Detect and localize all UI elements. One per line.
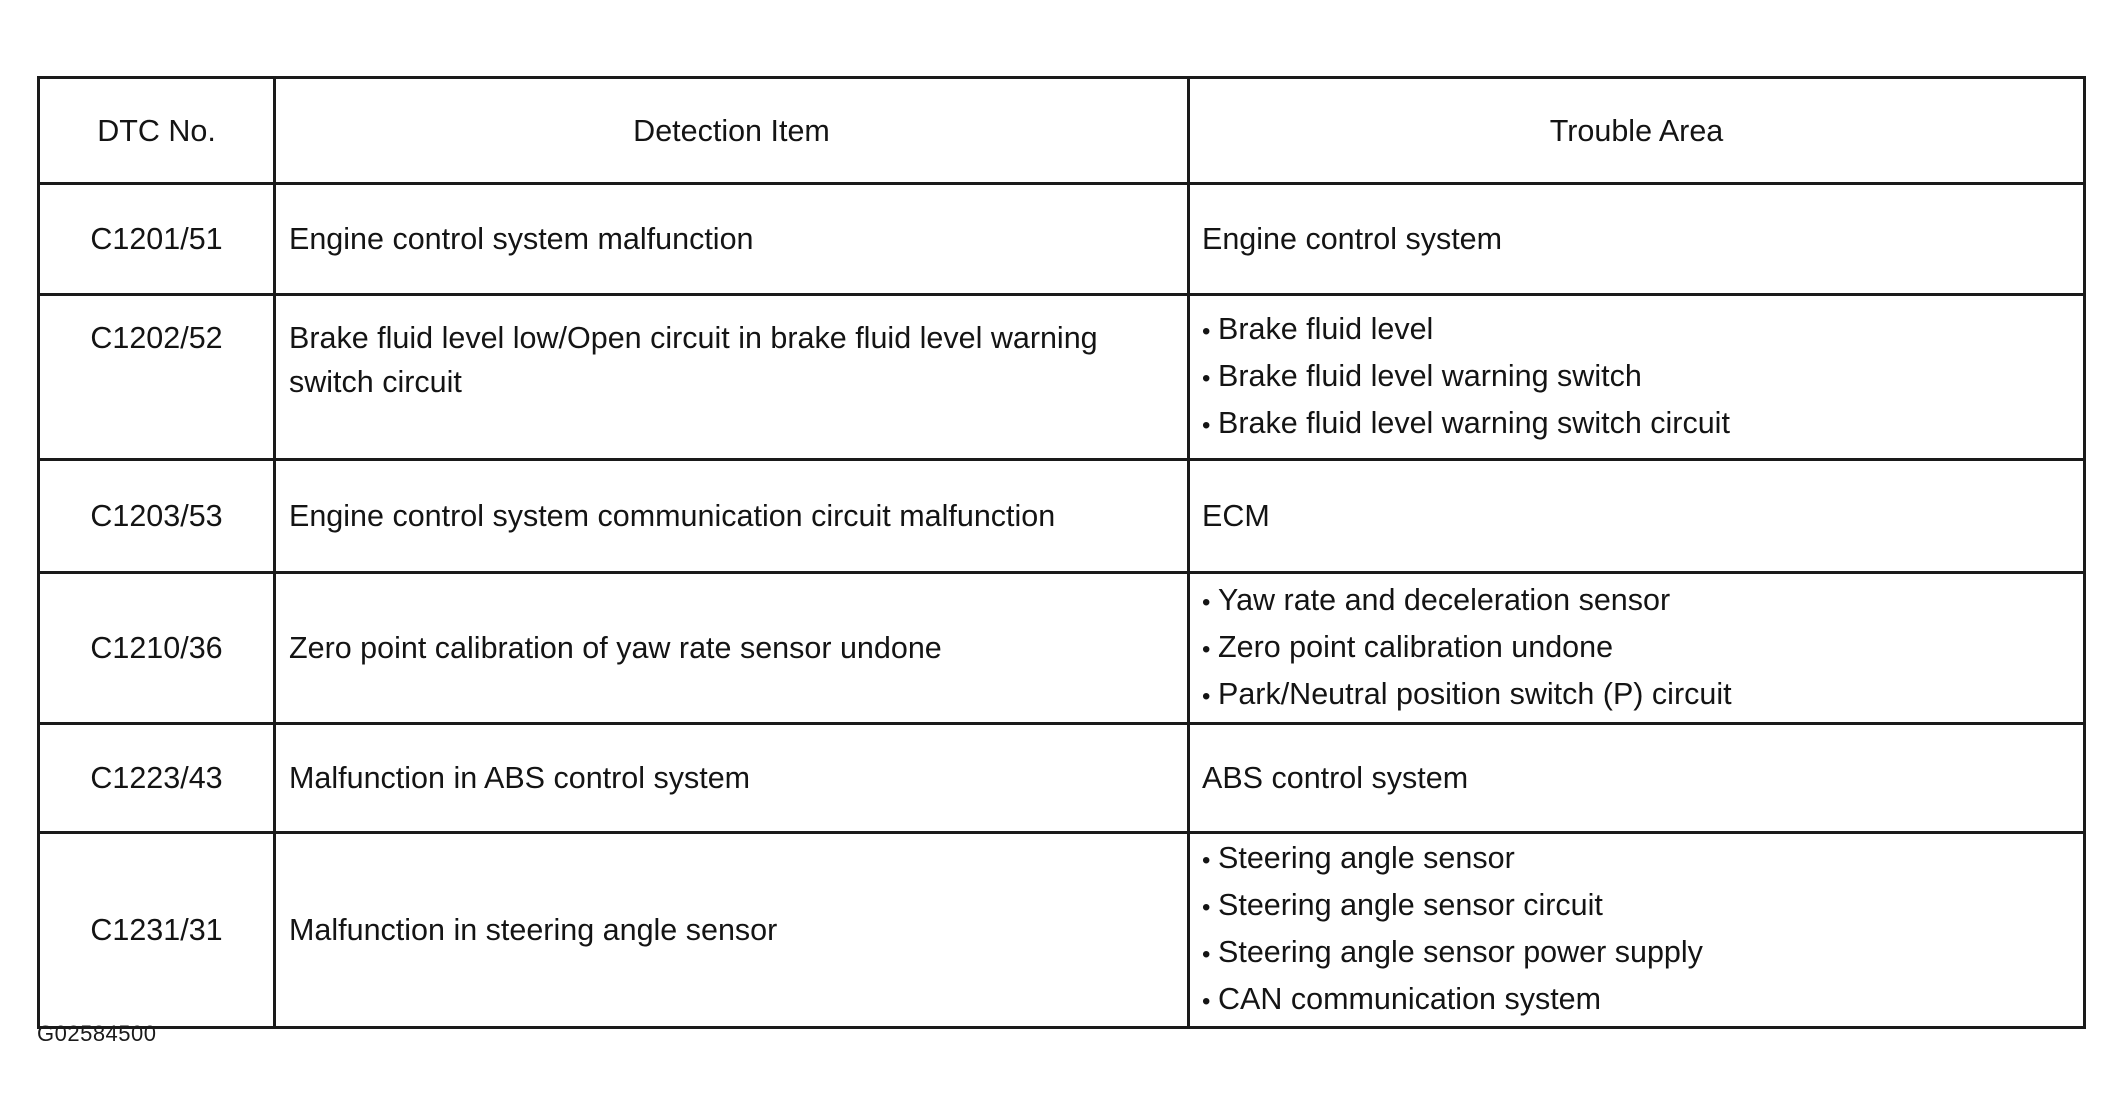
dtc-code: C1201/51 <box>39 184 275 295</box>
bullet-icon: • <box>1202 411 1211 439</box>
bullet-icon: • <box>1202 635 1211 663</box>
list-item: • Park/Neutral position switch (P) circuit <box>1202 672 2083 719</box>
bullet-icon: • <box>1202 682 1211 710</box>
trouble-area-list <box>1202 307 2083 448</box>
detection-item: Engine control system malfunction <box>275 184 1189 295</box>
trouble-area-list <box>1202 578 2083 719</box>
dtc-code: C1203/53 <box>39 460 275 573</box>
trouble-area: ECM <box>1189 460 2085 573</box>
detection-item: Engine control system communication circuit malfunction <box>275 460 1189 573</box>
detection-item: Malfunction in steering angle sensor <box>275 833 1189 1028</box>
table-row <box>39 573 2085 724</box>
dtc-table <box>37 76 2086 1029</box>
dtc-code: C1231/31 <box>39 833 275 1028</box>
trouble-area-list <box>1202 836 2083 1024</box>
detection-item: Malfunction in ABS control system <box>275 724 1189 833</box>
table-row <box>39 184 2085 295</box>
list-item: • Steering angle sensor <box>1202 836 2083 883</box>
list-item: • Brake fluid level <box>1202 307 2083 354</box>
header-detection-item: Detection Item <box>275 78 1189 184</box>
list-item: • Brake fluid level warning switch circuit <box>1202 401 2083 448</box>
list-item: • Zero point calibration undone <box>1202 625 2083 672</box>
dtc-code: C1202/52 <box>39 295 275 460</box>
trouble-area <box>1189 295 2085 460</box>
header-dtc-no: DTC No. <box>39 78 275 184</box>
detection-item: Zero point calibration of yaw rate sensor undone <box>275 573 1189 724</box>
bullet-icon: • <box>1202 988 1211 1015</box>
figure-code: G02584500 <box>37 1021 157 1046</box>
table-row <box>39 460 2085 573</box>
table-row <box>39 724 2085 833</box>
trouble-area <box>1189 573 2085 724</box>
trouble-area <box>1189 833 2085 1028</box>
detection-item: Brake fluid level low/Open circuit in brake fluid level warning switch circuit <box>275 295 1189 460</box>
list-item: • Brake fluid level warning switch <box>1202 354 2083 401</box>
table-row <box>39 295 2085 460</box>
table-header-row <box>39 78 2085 184</box>
dtc-code: C1223/43 <box>39 724 275 833</box>
list-item: • Steering angle sensor circuit <box>1202 883 2083 930</box>
bullet-icon: • <box>1202 364 1211 392</box>
bullet-icon: • <box>1202 847 1211 874</box>
list-item: • Yaw rate and deceleration sensor <box>1202 578 2083 625</box>
list-item: • Steering angle sensor power supply <box>1202 930 2083 977</box>
header-trouble-area: Trouble Area <box>1189 78 2085 184</box>
dtc-code: C1210/36 <box>39 573 275 724</box>
bullet-icon: • <box>1202 941 1211 968</box>
list-item: • CAN communication system <box>1202 977 2083 1024</box>
bullet-icon: • <box>1202 894 1211 921</box>
bullet-icon: • <box>1202 317 1211 345</box>
trouble-area: Engine control system <box>1189 184 2085 295</box>
bullet-icon: • <box>1202 588 1211 616</box>
table-row <box>39 833 2085 1028</box>
trouble-area: ABS control system <box>1189 724 2085 833</box>
